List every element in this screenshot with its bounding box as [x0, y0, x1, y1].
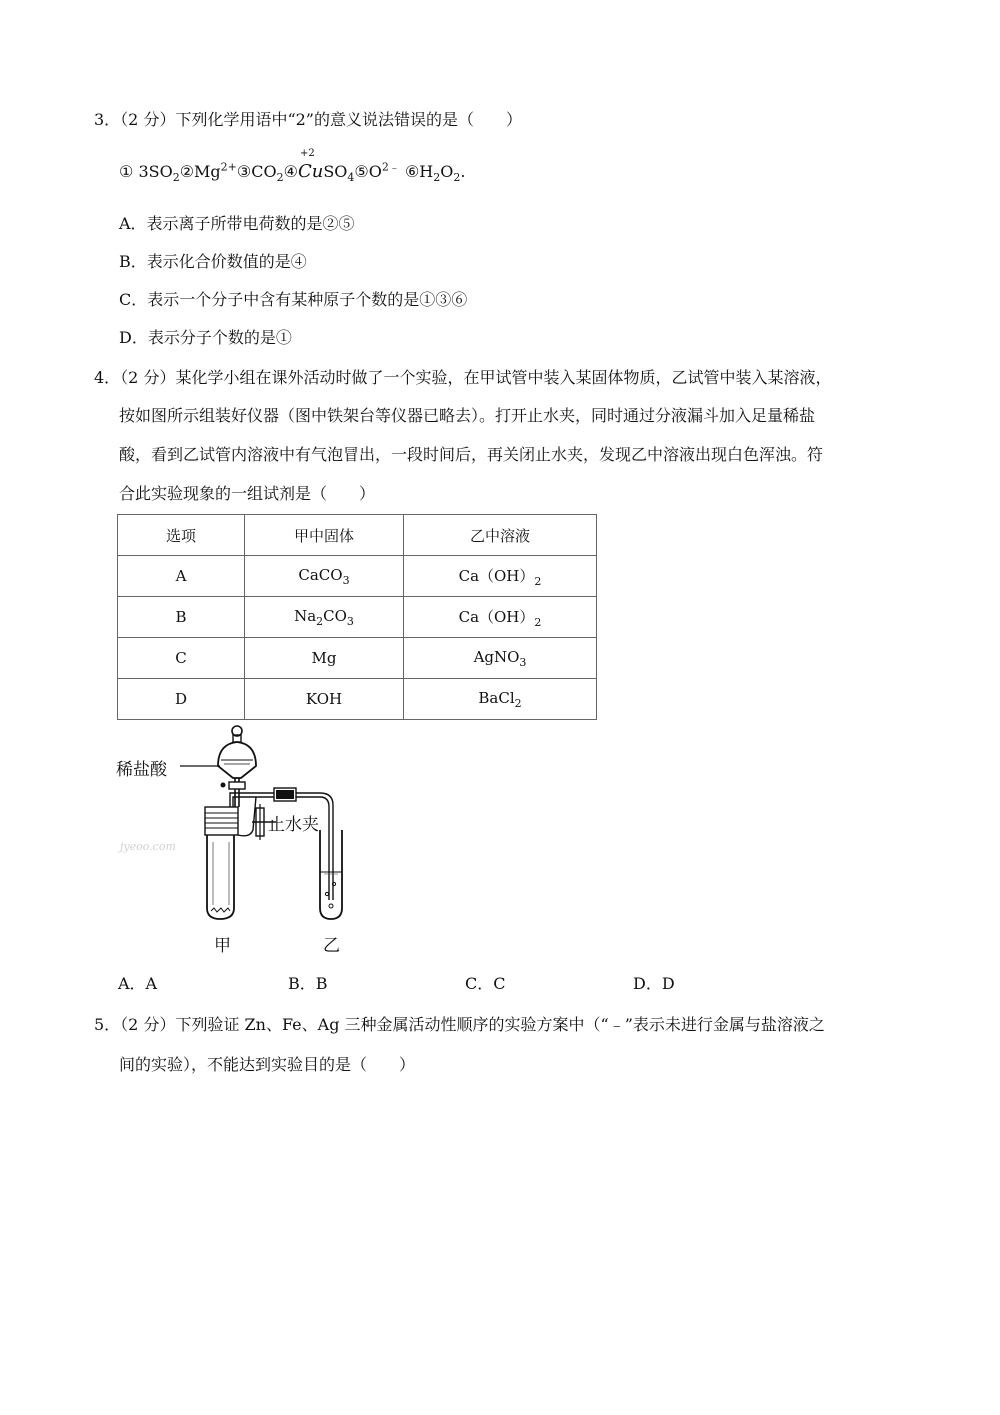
q4-line-3: 酸，看到乙试管内溶液中有气泡冒出，一段时间后，再关闭止水夹，发现乙中溶液出现白色浑浊。符: [119, 445, 824, 464]
label-water-clamp: 止水夹: [268, 815, 319, 835]
table-cell-option: B: [118, 597, 245, 638]
label-tube-yi: 乙: [323, 936, 340, 956]
table-cell-solution: AgNO$_3$: [404, 638, 597, 679]
q4-answer-b: B．B: [288, 974, 328, 993]
q4-answer-d: D．D: [633, 974, 675, 993]
q4-answer-a: A．A: [118, 974, 158, 993]
table-header-option: 选项: [118, 515, 245, 556]
q3-option-c: C．表示一个分子中含有某种原子个数的是①③⑥: [119, 290, 468, 309]
table-row: [118, 679, 597, 720]
table-cell-option: D: [118, 679, 245, 720]
q3-stem: 3．（2 分）下列化学用语中“2”的意义说法错误的是（ ）: [94, 110, 522, 129]
table-header-solution: 乙中溶液: [404, 515, 597, 556]
q5-line-2: 间的实验），不能达到实验目的是（ ）: [119, 1055, 416, 1074]
table-cell-solution: BaCl$_2$: [404, 679, 597, 720]
q3-option-b: B．表示化合价数值的是④: [119, 252, 307, 271]
table-header-row: [118, 515, 597, 556]
table-cell-solid: CaCO$_3$: [245, 556, 404, 597]
q4-reagent-table: [117, 514, 597, 720]
apparatus-figure: [110, 722, 360, 962]
table-header-solid: 甲中固体: [245, 515, 404, 556]
table-row: [118, 597, 597, 638]
q4-line-2: 按如图所示组装好仪器（图中铁架台等仪器已略去）。打开止水夹，同时通过分液漏斗加入足量稀盐: [119, 406, 816, 425]
table-cell-option: C: [118, 638, 245, 679]
table-cell-solid: Mg: [245, 638, 404, 679]
q3-option-d: D．表示分子个数的是①: [119, 328, 292, 347]
label-tube-jia: 甲: [214, 936, 231, 956]
q4-answer-c: C．C: [465, 974, 506, 993]
table-cell-solution: $Ca(OH)_2$: [404, 556, 597, 597]
q4-line-4: 合此实验现象的一组试剂是（ ）: [119, 484, 376, 503]
table-row: [118, 556, 597, 597]
table-cell-option: A: [118, 556, 245, 597]
q4-line-1: 4．（2 分）某化学小组在课外活动时做了一个实验，在甲试管中装入某固体物质，乙试管中装入某溶液，: [94, 368, 832, 387]
watermark: jyeoo.com: [120, 840, 176, 853]
label-dilute-hcl: 稀盐酸: [116, 760, 167, 780]
table-cell-solid: KOH: [245, 679, 404, 720]
table-cell-solution: $Ca(OH)_2$: [404, 597, 597, 638]
q3-formula-line: ① $3SO_2②Mg^{2+}③CO_2④$ +2 $CuSO_4⑤O^{2﹣}$ $⑥H_2O_2$.: [119, 148, 466, 185]
q5-line-1: 5．（2 分）下列验证 Zn、Fe、Ag 三种金属活动性顺序的实验方案中（“﹣”表示未进行金属与盐溶液之: [94, 1015, 825, 1034]
table-row: [118, 638, 597, 679]
q3-option-a: A．表示离子所带电荷数的是②⑤: [119, 214, 355, 233]
table-cell-solid: $Na_2CO_3$: [245, 597, 404, 638]
